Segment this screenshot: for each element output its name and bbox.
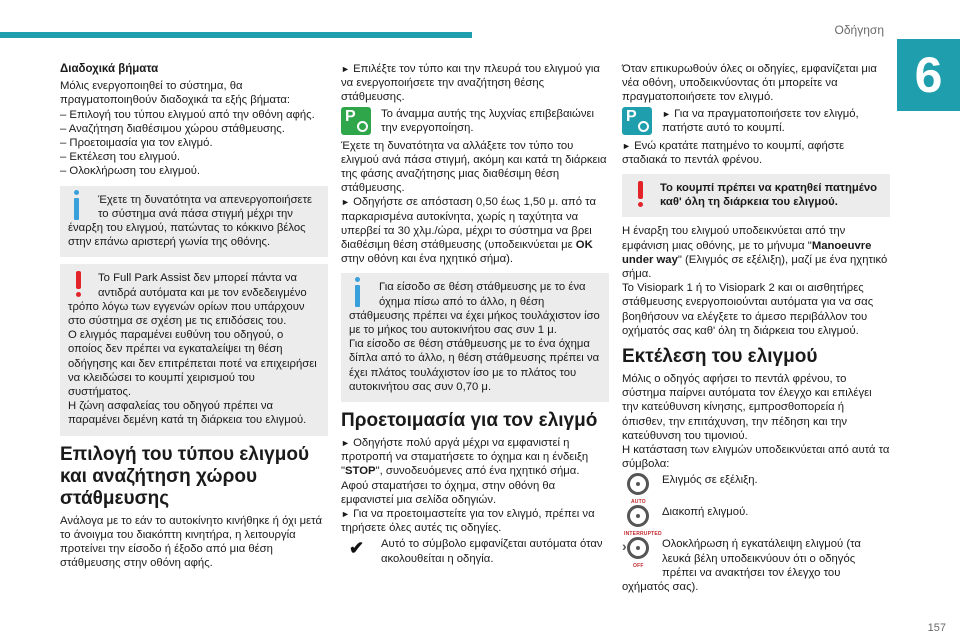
- column-1: [60, 62, 328, 570]
- park-assist-lamp-icon: P: [341, 107, 375, 137]
- info-box: [341, 273, 609, 402]
- state-text: Η κατάσταση των ελιγμών υποδεικνύεται από αυτά τα σύμβολα:: [622, 444, 890, 471]
- list-item: – Προετοιμασία για τον ελιγμό.: [60, 137, 213, 150]
- page-number: 157: [927, 622, 946, 634]
- symbol-text: Ολοκλήρωση ή εγκατάλειψη ελιγμού (τα λευκά βέλη υποδεικνύουν ότι ο οδηγός πρέπει να ανακτήσει τον έλεγχο του οχήματός σας).: [622, 538, 861, 594]
- symbol-row: [622, 505, 890, 535]
- steps-list: [60, 108, 328, 179]
- info-text: Έχετε τη δυνατότητα να απενεργοποιήσετε το σύστημα ανά πάσα στιγμή μέχρι την έναρξη του ελιγμού, πατώντας το κόκκινο βέλος στην επάνω αριστερή γωνία της οθόνης.: [68, 193, 313, 249]
- arrow-right-icon: ►: [341, 64, 350, 74]
- slow-text: ► Οδηγήστε πολύ αργά μέχρι να εμφανιστεί η προτροπή να σταματήσετε το όχημα και η ένδειξη "STOP", συνοδευόμενες από ένα ηχητικό σήμα.: [341, 437, 589, 478]
- warning-text: Η ζώνη ασφαλείας του οδηγού πρέπει να παραμένει δεμένη κατά τη διάρκεια του ελιγμού.: [68, 400, 307, 427]
- warning-text: Το Full Park Assist δεν μπορεί πάντα να αντιδρά αυτόματα και με τον ενδεδειγμένο τρόπο λόγω των εγγενών ορίων που υπάρχουν στο σύστημα σε σχέση με τις επιδόσεις του.: [68, 272, 307, 328]
- section-title: Οδήγηση: [834, 23, 884, 37]
- checkmark-icon: ✔: [349, 538, 365, 559]
- visiopark-text: Το Visiopark 1 ή το Visiopark 2 και οι αισθητήρες στάθμευσης ενεργοποιούνται αυτόματα για να σας βοηθήσουν να ελέγξετε το άμεσο περιβάλλον του οχήματός σας καθ' όλη τη διάρκεια του ελιγμού.: [622, 282, 874, 337]
- list-item: – Εκτέλεση του ελιγμού.: [60, 151, 181, 164]
- column-2: [341, 62, 609, 569]
- symbol-row: [622, 537, 890, 594]
- arrow-right-icon: ►: [341, 438, 350, 449]
- check-row: [341, 537, 609, 567]
- lamp-row: [341, 107, 609, 137]
- warning-text: Το κουμπί πρέπει να κρατηθεί πατημένο καθ' όλη τη διάρκεια του ελιγμού.: [660, 182, 878, 209]
- warning-icon: [68, 271, 92, 299]
- press-text: ► Για να πραγματοποιήσετε τον ελιγμό, πατήστε αυτό το κουμπί.: [662, 107, 859, 134]
- stopped-text: Αφού σταματήσει το όχημα, στην οθόνη θα εμφανιστεί μια σελίδα οδηγιών.: [341, 479, 556, 506]
- symbol-text: Ελιγμός σε εξέλιξη.: [662, 474, 758, 487]
- arrow-right-icon: ►: [662, 108, 671, 119]
- warning-box: [622, 174, 890, 217]
- symbol-row: [622, 473, 890, 503]
- warning-box: [60, 264, 328, 435]
- steering-off-icon: › OFF: [622, 537, 656, 567]
- info-icon: [68, 193, 92, 221]
- steps-intro: Μόλις ενεργοποιηθεί το σύστημα, θα πραγματοποιηθούν διαδοχικά τα εξής βήματα:: [60, 80, 291, 107]
- prepare-text: ► Για να προετοιμαστείτε για τον ελιγμό, πρέπει να τηρήσετε όλες αυτές τις οδηγίες.: [341, 508, 595, 535]
- exec-text: Μόλις ο οδηγός αφήσει το πεντάλ φρένου, το σύστημα παίρνει αυτόματα τον έλεγχο και επιλέγει την κατεύθυνση κίνησης, εμπροσθοπορεία ή όπισθεν, την επιτάχυνση, την πέδηση και την κατεύθυνση του τιμονιού.: [622, 373, 872, 442]
- list-item: – Αναζήτηση διαθέσιμου χώρου στάθμευσης.: [60, 122, 285, 135]
- heading-prep: Προετοιμασία για τον ελιγμό: [341, 410, 598, 432]
- start-text: Η έναρξη του ελιγμού υποδεικνύεται από την εμφάνιση μιας οθόνης, με το μήνυμα "Manoeuvre under way" (Ελιγμός σε εξέλιξη), μαζί με ένα ηχητικό σήμα.: [622, 225, 888, 281]
- change-text: Έχετε τη δυνατότητα να αλλάξετε τον τύπο του ελιγμού ανά πάσα στιγμή, ακόμη και κατά τη διάρκεια της φάσης αναζήτησης μιας διαθέσιμη θέση στάθμευσης.: [341, 139, 607, 195]
- select-text: Ανάλογα με το εάν το αυτοκίνητο κινήθηκε ή όχι μετά το άνοιγμα του διακόπτη κινητήρα, η λειτουργία προτείνει την είσοδο ή έξοδο από μια θέση στάθμευσης στην οθόνη αφής.: [60, 514, 323, 570]
- hold-text: ► Ενώ κρατάτε πατημένο το κουμπί, αφήστε σταδιακά το πεντάλ φρένου.: [622, 139, 845, 166]
- steering-interrupted-icon: INTERRUPTED: [622, 505, 656, 535]
- lamp-text: Το άναμμα αυτής της λυχνίας επιβεβαιώνει την ενεργοποίηση.: [381, 107, 595, 134]
- info-box: [60, 186, 328, 258]
- symbol-text: Διακοπή ελιγμού.: [662, 506, 749, 519]
- header-bar: [0, 32, 472, 38]
- choose-text: ► Επιλέξτε τον τύπο και την πλευρά του ελιγμού για να ενεργοποιήσετε την αναζήτηση θέσης στάθμευσης.: [341, 63, 600, 104]
- info-icon: [349, 280, 373, 308]
- arrow-right-icon: ►: [341, 509, 350, 520]
- warning-icon: [630, 181, 654, 209]
- info-text: Για είσοδο σε θέση στάθμευσης με το ένα όχημα πίσω από το άλλο, η θέση στάθμευσης πρέπει να έχει μήκος τουλάχιστον ίσο με το μήκος του αυτοκινήτου σας συν 1 μ.: [349, 281, 600, 337]
- heading-select: Επιλογή του τύπου ελιγμού και αναζήτηση χώρου στάθμευσης: [60, 443, 310, 509]
- chapter-number: 6: [897, 39, 960, 111]
- heading-exec: Εκτέλεση του ελιγμού: [622, 346, 818, 368]
- confirm-text: Όταν επικυρωθούν όλες οι οδηγίες, εμφανίζεται μια νέα οθόνη, υποδεικνύοντας ότι μπορείτε να πραγματοποιήσετε τον ελιγμό.: [622, 63, 877, 104]
- arrow-right-icon: ►: [622, 140, 631, 151]
- park-assist-button-icon: P: [622, 107, 656, 137]
- steering-auto-icon: AUTO: [622, 473, 656, 503]
- heading-steps: Διαδοχικά βήματα: [60, 63, 159, 75]
- press-row: [622, 107, 890, 137]
- list-item: – Επιλογή του τύπου ελιγμού από την οθόνη αφής.: [60, 108, 315, 121]
- arrow-right-icon: ►: [341, 197, 350, 208]
- column-3: [622, 62, 890, 596]
- warning-text: Ο ελιγμός παραμένει ευθύνη του οδηγού, ο οποίος δεν πρέπει να εγκαταλείψει τη θέση οδήγησης και δεν επιτρέπεται ποτέ να επιχειρήσει να κλειδώσει το κουμπί χειρισμού του συστήματος.: [68, 329, 317, 399]
- check-text: Αυτό το σύμβολο εμφανίζεται αυτόματα όταν ακολουθείται η οδηγία.: [381, 538, 603, 565]
- list-item: – Ολοκλήρωση του ελιγμού.: [60, 165, 201, 178]
- info-text: Για είσοδο σε θέση στάθμευσης με το ένα όχημα δίπλα από το άλλο, η θέση στάθμευσης πρέπει να έχει πλάτος τουλάχιστον ίσο με το πλάτος του αυτοκινήτου σας συν 0,70 μ.: [349, 338, 600, 393]
- drive-text: ► Οδηγήστε σε απόσταση 0,50 έως 1,50 μ. από τα παρκαρισμένα αυτοκίνητα, χωρίς η ταχύτητα να υπερβεί τα 30 χλμ./ώρα, μέχρι το σύστημα να βρει διαθέσιμη θέση στάθμευσης (υποδεικνύεται με OK στην οθόνη και ένα ηχητικό σήμα).: [341, 196, 596, 266]
